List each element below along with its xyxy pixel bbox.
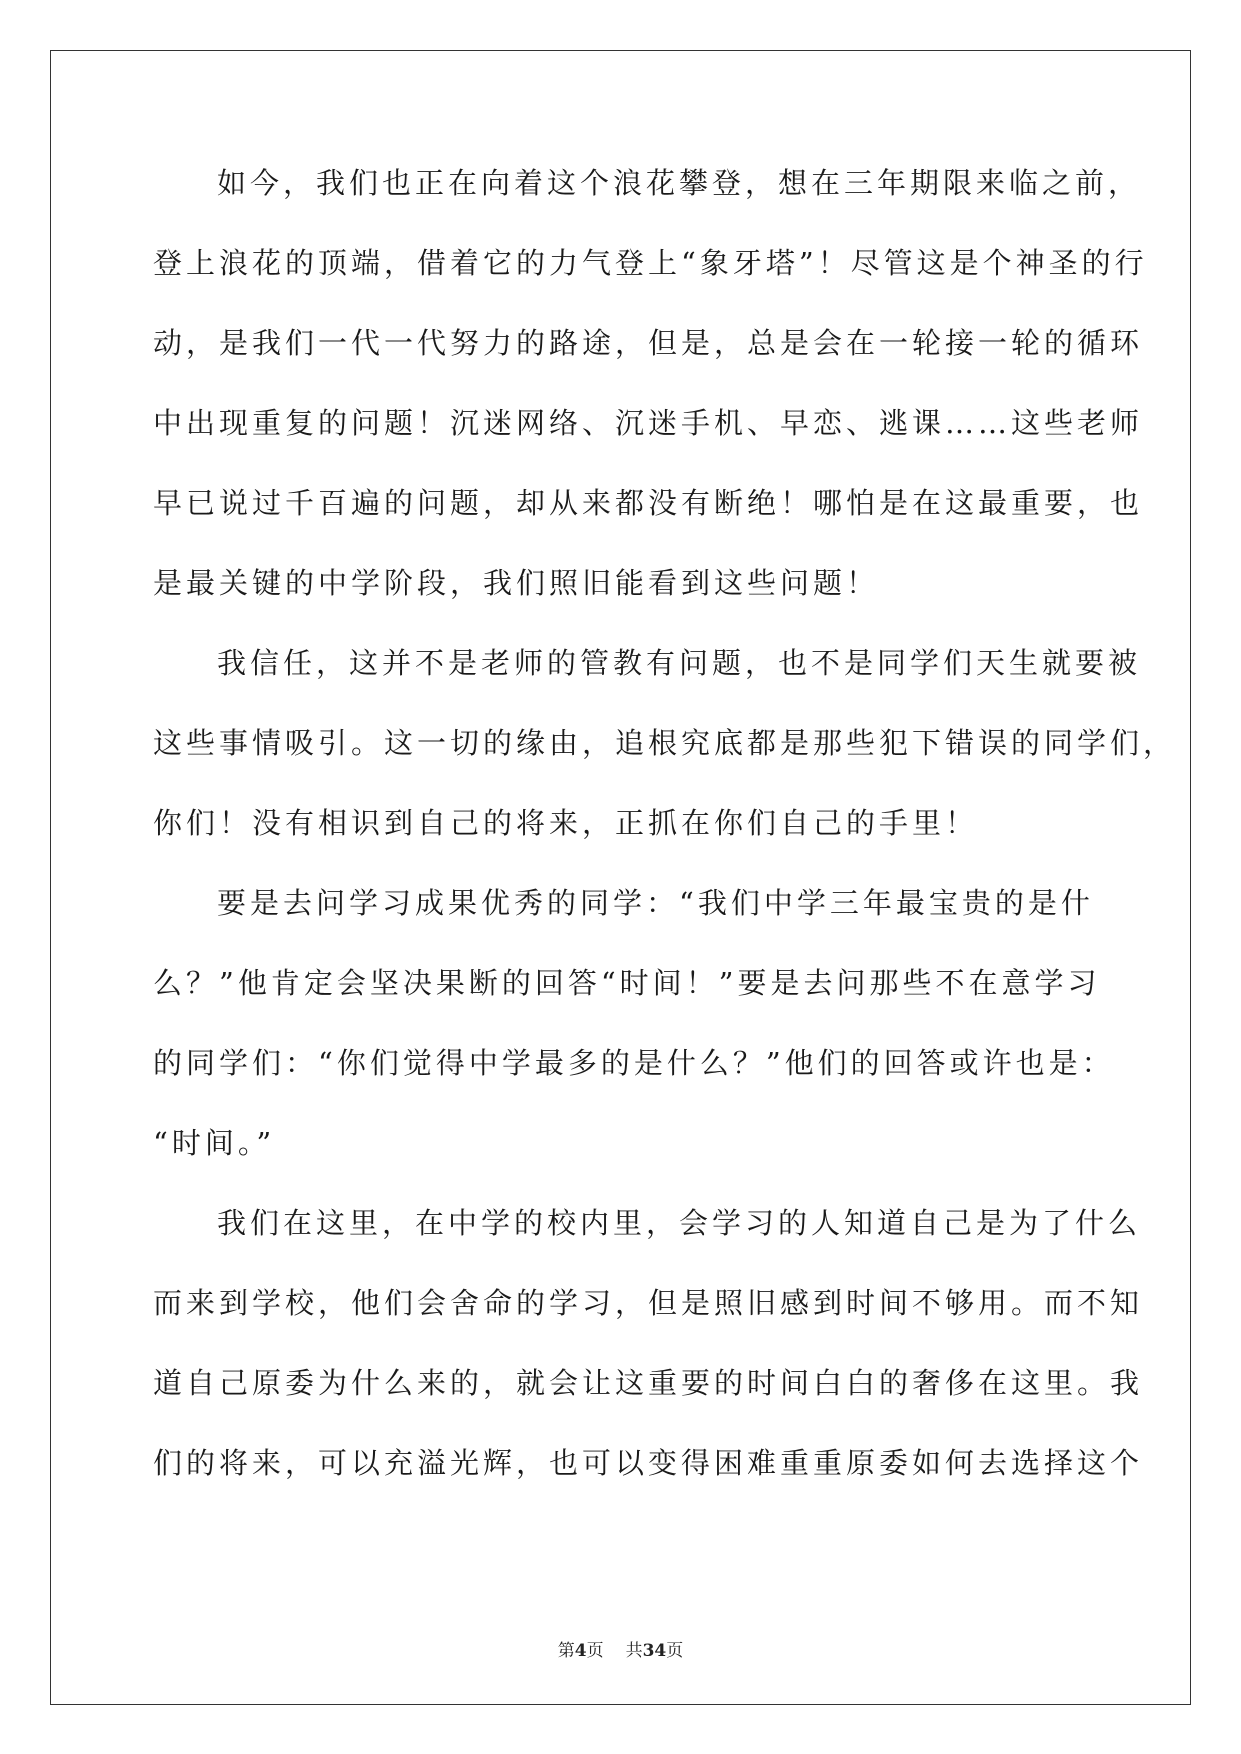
text-line: 的同学们：“你们觉得中学最多的是什么？”他们的回答或许也是： <box>153 1046 1115 1080</box>
text-line: 登上浪花的顶端，借着它的力气登上“象牙塔”！尽管这是个神圣的行 <box>153 246 1148 280</box>
text-line: 这些事情吸引。这一切的缘由，追根究底都是那些犯下错误的同学们， <box>153 726 1177 760</box>
footer-prefix: 第 <box>557 1641 575 1661</box>
text-line: 动，是我们一代一代努力的路途，但是，总是会在一轮接一轮的循环 <box>153 326 1144 360</box>
text-line: 们的将来，可以充溢光辉，也可以变得困难重重原委如何去选择这个 <box>153 1446 1144 1480</box>
text-line: 是最关键的中学阶段，我们照旧能看到这些问题！ <box>153 566 880 600</box>
footer-page-suffix: 页 <box>586 1641 604 1661</box>
document-body <box>153 155 1177 1515</box>
text-line: 我信任，这并不是老师的管教有问题，也不是同学们天生就要被 <box>217 646 1142 680</box>
text-line: 早已说过千百遍的问题，却从来都没有断绝！哪怕是在这最重要，也 <box>153 486 1144 520</box>
footer-total-prefix: 共 <box>625 1641 643 1661</box>
text-line: 道自己原委为什么来的，就会让这重要的时间白白的奢侈在这里。我 <box>153 1366 1144 1400</box>
text-line: 而来到学校，他们会舍命的学习，但是照旧感到时间不够用。而不知 <box>153 1286 1144 1320</box>
page-footer <box>0 1636 1241 1661</box>
text-line: 么？”他肯定会坚决果断的回答“时间！”要是去问那些不在意学习 <box>153 966 1101 1000</box>
text-line: 中出现重复的问题！沉迷网络、沉迷手机、早恋、逃课……这些老师 <box>153 406 1144 440</box>
text-line: 你们！没有相识到自己的将来，正抓在你们自己的手里！ <box>153 806 979 840</box>
total-page-count: 34 <box>642 1641 667 1661</box>
footer-total-suffix: 页 <box>666 1641 684 1661</box>
text-line: 如今，我们也正在向着这个浪花攀登，想在三年期限来临之前， <box>217 166 1142 200</box>
text-line: “时间。” <box>153 1126 276 1160</box>
text-line: 我们在这里，在中学的校内里，会学习的人知道自己是为了什么 <box>217 1206 1142 1240</box>
current-page-number: 4 <box>574 1641 587 1661</box>
text-line: 要是去问学习成果优秀的同学：“我们中学三年最宝贵的是什 <box>217 886 1094 920</box>
